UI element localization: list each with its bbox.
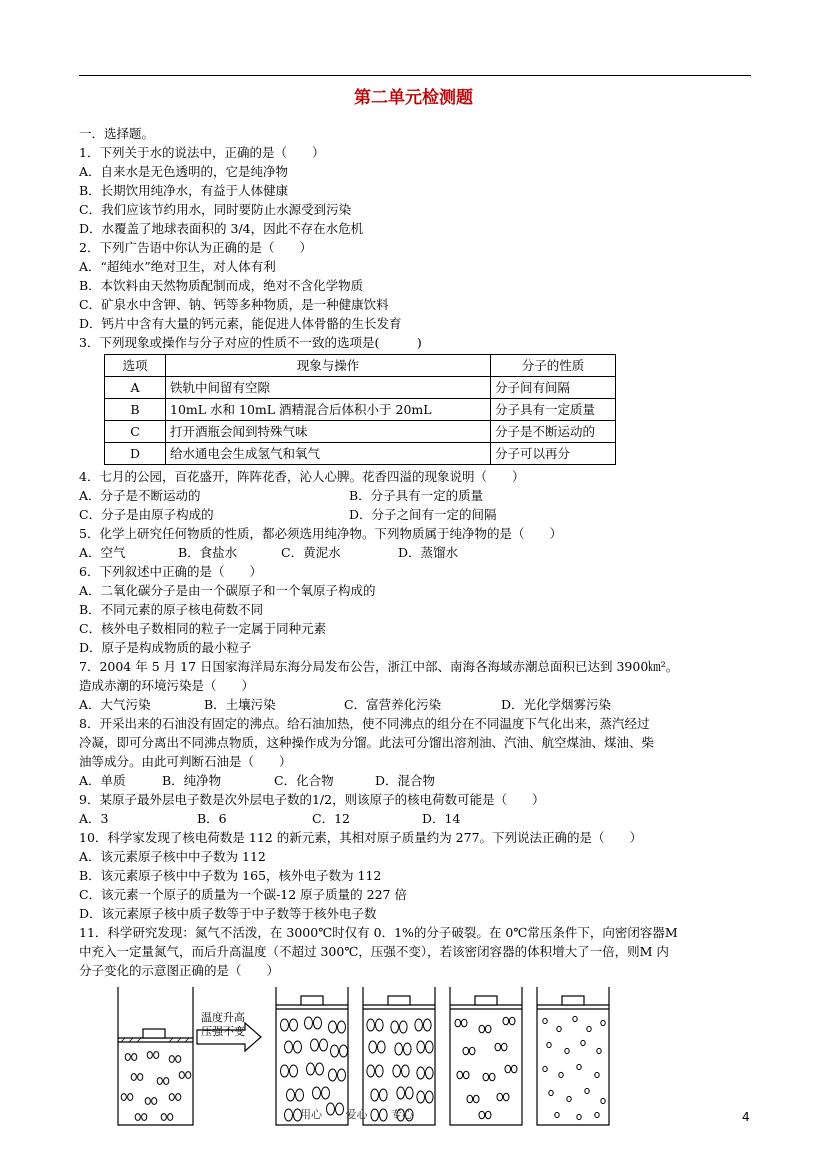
page-number: 4 (742, 1110, 750, 1124)
q8-option-a: A．单质 (79, 773, 126, 788)
molecule-atom (473, 1095, 479, 1103)
q8-stem-line3: 油等成分。由此可判断石油是（ ） (79, 754, 292, 769)
molecule-atom (161, 1114, 166, 1121)
q4-option-b: B．分子具有一定的质量 (349, 488, 484, 503)
molecule-atom (380, 1089, 388, 1101)
molecule-atom (316, 1063, 324, 1075)
molecule-atom (305, 1017, 313, 1029)
table-cell: 给水通电会生成氢气和氧气 (166, 443, 491, 465)
table-row (105, 443, 616, 465)
table-header-cell: 分子的性质 (491, 355, 616, 377)
molecule-atom (131, 1074, 136, 1081)
table-cell: 铁轨中间留有空隙 (166, 377, 491, 399)
q9-stem: 9．某原子最外层电子数是次外层电子数的1/2，则该原子的核电荷数可能是（ ） (79, 792, 545, 807)
molecule-atom (340, 1045, 348, 1057)
molecule-atom (331, 1045, 339, 1057)
q1-stem: 1．下列关于水的说法中，正确的是（ ） (79, 145, 325, 160)
molecule-atom (145, 1098, 150, 1105)
molecule-atom (138, 1074, 143, 1081)
q9-option-d: D．14 (422, 811, 461, 826)
q5-option-a: A．空气 (79, 545, 126, 560)
molecule-atom (455, 1019, 461, 1027)
footer-word: 专心 (391, 1108, 413, 1121)
molecules-option-d (543, 1016, 605, 1119)
molecule-atom (378, 1041, 386, 1053)
page-title: 第二单元检测题 (354, 88, 473, 108)
molecule-atom (587, 1026, 591, 1031)
q2-option-d: D．钙片中含有大量的钙元素，能促进人体骨骼的生长发育 (79, 316, 402, 331)
molecule-atom (152, 1098, 157, 1105)
molecule-atom (322, 1087, 330, 1099)
q8-options (79, 771, 759, 790)
molecule-atom (467, 1095, 473, 1103)
q3-table (104, 354, 616, 465)
q1-option-c: C．我们应该节约用水，同时要防止水源受到污染 (79, 202, 352, 217)
nitrogen-molecules (121, 1052, 191, 1121)
molecule-atom (285, 1041, 293, 1053)
page-footer (300, 1106, 433, 1122)
molecule-atom (397, 1087, 405, 1099)
molecule-atom (595, 1072, 599, 1077)
molecule-atom (505, 1065, 511, 1073)
molecule-atom (417, 1041, 425, 1053)
molecule-atom (338, 1069, 346, 1081)
molecule-atom (125, 1054, 130, 1061)
molecule-atom (426, 1091, 434, 1103)
q6-option-b: B．不同元素的原子核电荷数不同 (79, 602, 264, 617)
q4-options-row1 (79, 486, 759, 505)
molecule-atom (314, 1017, 322, 1029)
molecule-atom (424, 1019, 432, 1031)
molecule-atom (547, 1042, 551, 1047)
q8-stem-line2: 冷凝，即可分离出不同沸点物质，这种操作成为分馏。此法可分馏出溶剂油、汽油、航空煤油、煤油、柴 (79, 735, 655, 750)
q8-option-d: D．混合物 (375, 773, 436, 788)
molecule-atom (391, 1021, 399, 1033)
molecule-atom (393, 1065, 401, 1077)
molecule-atom (457, 1071, 463, 1079)
q4-option-a: A．分子是不断运动的 (79, 488, 201, 503)
molecule-atom (469, 1047, 475, 1055)
molecule-atom (559, 1072, 563, 1077)
q11-stem-line3: 分子变化的示意图正确的是（ ） (79, 963, 280, 978)
molecule-atom (485, 1111, 491, 1119)
molecule-atom (426, 1041, 434, 1053)
q9-options (79, 809, 759, 828)
table-cell: 分子间有间隔 (491, 377, 616, 399)
header-rule (79, 75, 751, 76)
molecule-atom (176, 1094, 181, 1101)
q6-option-a: A．二氧化碳分子是由一个碳原子和一个氧原子构成的 (79, 583, 376, 598)
table-header-cell: 选项 (105, 355, 166, 377)
table-cell: 10mL 水和 10mL 酒精混合后体积小于 20mL (166, 399, 491, 421)
q1-option-d: D．水覆盖了地球表面积的 3/4，因此不存在水危机 (79, 221, 364, 236)
table-row (105, 377, 616, 399)
option-c-container (450, 987, 522, 1125)
table-cell: A (105, 377, 166, 399)
molecule-atom (577, 1064, 581, 1069)
q10-option-d: D．该元素原子核中质子数等于中子数等于核外电子数 (79, 906, 377, 921)
molecule-atom (169, 1056, 174, 1063)
q7-stem-line2: 造成赤潮的环境污染是（ ） (79, 678, 255, 693)
q5-option-b: B．食盐水 (178, 545, 238, 560)
molecule-atom (400, 1021, 408, 1033)
arrow-label-1: 温度升高 (201, 1011, 245, 1024)
option-d-container (537, 987, 609, 1125)
molecule-atom (567, 1096, 571, 1101)
q4-option-d: D．分子之间有一定的间隔 (349, 507, 497, 522)
q10-option-b: B．该元素原子核中中子数为 165，核外电子数为 112 (79, 868, 382, 883)
q1-option-a: A．自来水是无色透明的，它是纯净物 (79, 164, 289, 179)
table-cell: C (105, 421, 166, 443)
q8-stem-line1: 8．开采出来的石油没有固定的沸点。给石油加热，使不同沸点的组分在不同温度下气化出来，蒸汽经过 (79, 716, 650, 731)
molecule-atom (501, 1043, 507, 1051)
molecule-atom (338, 1021, 346, 1033)
table-cell: 分子具有一定质量 (491, 399, 616, 421)
molecule-atom (511, 1065, 517, 1073)
molecule-atom (503, 1017, 509, 1025)
molecule-atom (565, 1048, 569, 1053)
q10-option-a: A．该元素原子核中中子数为 112 (79, 849, 266, 864)
molecule-atom (402, 1065, 410, 1077)
molecule-atom (585, 1088, 589, 1093)
molecule-atom (186, 1072, 191, 1079)
molecule-atom (296, 1089, 304, 1101)
footer-word: 用心 (300, 1108, 322, 1121)
molecule-atom (376, 1065, 384, 1077)
table-cell: 打开酒瓶会闻到特殊气味 (166, 421, 491, 443)
molecule-atom (179, 1072, 184, 1079)
q2-option-a: A．“超纯水”绝对卫生，对人体有利 (79, 259, 276, 274)
q7-option-d: D．光化学烟雾污染 (501, 697, 612, 712)
molecule-atom (147, 1052, 152, 1059)
q9-option-a: A．3 (79, 811, 109, 826)
molecule-atom (573, 1016, 577, 1021)
molecule-atom (168, 1114, 173, 1121)
molecule-atom (157, 1078, 162, 1085)
molecule-atom (371, 1089, 379, 1101)
molecule-atom (503, 1093, 509, 1101)
option-a-container (276, 987, 348, 1125)
molecule-atom (495, 1043, 501, 1051)
molecule-atom (415, 1019, 423, 1031)
q2-option-b: B．本饮料由天然物质配制而成，绝对不含化学物质 (79, 278, 364, 293)
molecule-atom (461, 1019, 467, 1027)
q6-stem: 6．下列叙述中正确的是（ ） (79, 564, 262, 579)
molecule-atom (313, 1087, 321, 1099)
section-heading: 一．选择题。 (79, 126, 155, 141)
molecule-atom (557, 1026, 561, 1031)
q6-option-c: C．核外电子数相同的粒子一定属于同种元素 (79, 621, 327, 636)
q10-option-c: C．该元素一个原子的质量为一个碳-12 原子质量的 227 倍 (79, 887, 407, 902)
molecule-atom (395, 1043, 403, 1055)
molecule-atom (485, 1025, 491, 1033)
q11-stem-line2: 中充入一定量氮气，而后升高温度（不超过 300℃，压强不变），若该密闭容器的体积增大了一倍，则M 内 (79, 944, 669, 959)
q10-stem: 10．科学家发现了核电荷数是 112 的新元素，其相对原子质量约为 277。下列说法正确的是（ ） (79, 830, 643, 845)
table-cell: 分子可以再分 (491, 443, 616, 465)
molecule-atom (367, 1019, 375, 1031)
q2-option-c: C．矿泉水中含钾、钠、钙等多种物质，是一种健康饮料 (79, 297, 389, 312)
q5-stem: 5．化学上研究任何物质的性质，都必须选用纯净物。下列物质属于纯净物的是（ ） (79, 526, 562, 541)
molecule-atom (369, 1041, 377, 1053)
q8-option-c: C．化合物 (274, 773, 334, 788)
molecule-atom (329, 1021, 337, 1033)
molecule-atom (463, 1047, 469, 1055)
q5-option-c: C．黄泥水 (281, 545, 341, 560)
molecule-atom (479, 1025, 485, 1033)
table-cell: B (105, 399, 166, 421)
molecule-atom (417, 1067, 425, 1079)
molecule-atom (169, 1094, 174, 1101)
molecule-atom (164, 1078, 169, 1085)
q5-options (79, 543, 759, 562)
q7-stem-line1: 7．2004 年 5 月 17 日国家海洋局东海分局发布公告，浙江中部、南海各海域赤潮总面积已达到 3900㎞²。 (79, 659, 679, 674)
initial-container (118, 987, 193, 1125)
q9-option-c: C．12 (312, 811, 350, 826)
molecule-atom (479, 1111, 485, 1119)
q7-option-a: A．大气污染 (79, 697, 151, 712)
molecule-atom (376, 1019, 384, 1031)
molecule-atom (497, 1093, 503, 1101)
table-cell: 分子是不断运动的 (491, 421, 616, 443)
molecule-atom (135, 1114, 140, 1121)
q4-option-c: C．分子是由原子构成的 (79, 507, 214, 522)
question-list (79, 124, 759, 980)
molecule-atom (549, 1090, 553, 1095)
molecule-atom (509, 1017, 515, 1025)
molecule-atom (543, 1018, 547, 1023)
table-header-cell: 现象与操作 (166, 355, 491, 377)
q3-stem: 3．下列现象或操作与分子对应的性质不一致的选项是( ) (79, 335, 422, 350)
q9-option-b: B．6 (197, 811, 227, 826)
q7-option-c: C．富营养化污染 (344, 697, 442, 712)
molecule-atom (285, 1109, 293, 1121)
molecule-atom (555, 1112, 559, 1117)
q6-option-d: D．原子是构成物质的最小粒子 (79, 640, 252, 655)
molecule-atom (406, 1087, 414, 1099)
table-row (105, 399, 616, 421)
molecule-atom (367, 1065, 375, 1077)
q11-molecule-diagram (113, 985, 763, 1130)
molecule-atom (311, 1039, 319, 1051)
molecule-atom (595, 1112, 599, 1117)
molecule-atom (121, 1094, 126, 1101)
q7-option-b: B．土壤污染 (204, 697, 276, 712)
molecule-atom (597, 1048, 601, 1053)
option-b-container (363, 987, 435, 1125)
molecule-atom (142, 1114, 147, 1121)
arrow-label-2: 压强不变 (201, 1025, 245, 1038)
molecule-atom (281, 1019, 289, 1031)
molecule-atom (294, 1041, 302, 1053)
table-header-row (105, 355, 616, 377)
molecule-atom (290, 1065, 298, 1077)
molecule-atom (543, 1066, 547, 1071)
molecule-atom (489, 1073, 495, 1081)
q2-stem: 2．下列广告语中你认为正确的是（ ） (79, 240, 312, 255)
q7-options (79, 695, 759, 714)
molecule-atom (154, 1052, 159, 1059)
molecule-atom (128, 1094, 133, 1101)
molecules-option-c (455, 1017, 517, 1119)
molecule-atom (463, 1071, 469, 1079)
q4-options-row2 (79, 505, 759, 524)
molecule-atom (601, 1098, 605, 1103)
table-row (105, 421, 616, 443)
molecule-atom (601, 1020, 605, 1025)
q11-stem-line1: 11．科学研究发现：氮气不活泼，在 3000℃时仅有 0．1%的分子破裂。在 0℃常压条件下，向密闭容器M (79, 925, 678, 940)
molecule-atom (287, 1089, 295, 1101)
molecule-atom (426, 1067, 434, 1079)
molecule-atom (132, 1054, 137, 1061)
molecule-atom (483, 1073, 489, 1081)
q5-option-d: D．蒸馏水 (398, 545, 459, 560)
table-cell: D (105, 443, 166, 465)
molecule-atom (290, 1019, 298, 1031)
footer-word: 爱心 (345, 1108, 368, 1121)
q8-option-b: B．纯净物 (162, 773, 222, 788)
molecule-atom (577, 1114, 581, 1119)
molecule-atom (176, 1056, 181, 1063)
molecule-atom (417, 1091, 425, 1103)
molecule-atom (581, 1040, 585, 1045)
molecule-atom (404, 1043, 412, 1055)
molecule-atom (307, 1063, 315, 1075)
q1-option-b: B．长期饮用纯净水，有益于人体健康 (79, 183, 289, 198)
molecule-atom (281, 1065, 289, 1077)
molecule-atom (320, 1039, 328, 1051)
molecule-atom (329, 1069, 337, 1081)
q4-stem: 4．七月的公园，百花盛开，阵阵花香，沁人心脾。花香四溢的现象说明（ ） (79, 469, 525, 484)
